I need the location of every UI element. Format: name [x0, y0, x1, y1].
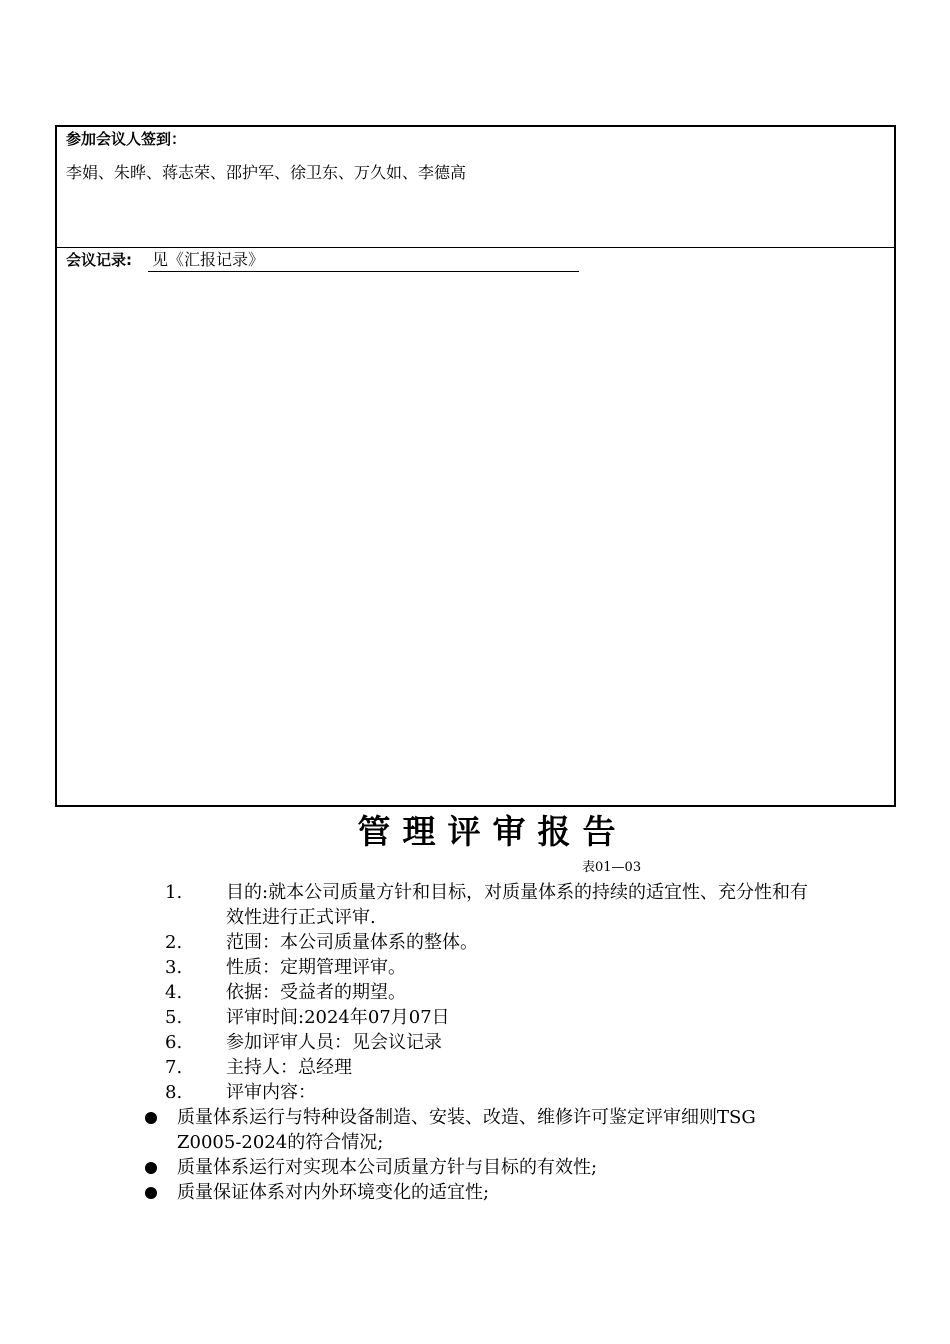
list-item [165, 1030, 815, 1055]
item-text: 主持人：总经理 [226, 1057, 352, 1078]
attendee-names: 李娟、朱晔、蒋志荣、邵护军、徐卫东、万久如、李德高 [66, 163, 467, 182]
list-item [145, 1105, 815, 1155]
bullet-text: 质量体系运行对实现本公司质量方针与目标的有效性; [177, 1157, 598, 1178]
item-number: 8. [165, 1082, 183, 1103]
item-text: 性质：定期管理评审。 [226, 957, 406, 978]
meeting-record-table [55, 125, 896, 807]
item-number: 4. [165, 982, 183, 1003]
list-item [165, 955, 815, 980]
bullet-dot-icon [145, 1112, 157, 1124]
report-item-list [165, 880, 815, 1105]
bullet-dot-icon [145, 1162, 157, 1174]
list-item [165, 1055, 815, 1080]
item-text: 评审时间:2024年07月07日 [226, 1007, 450, 1028]
list-item [165, 1005, 815, 1030]
item-number: 6. [165, 1032, 183, 1053]
list-item [145, 1180, 815, 1205]
item-number: 3. [165, 957, 183, 978]
item-number: 2. [165, 932, 183, 953]
attendee-signin-heading: 参加会议人签到： [66, 130, 187, 148]
item-number: 5. [165, 1007, 183, 1028]
item-text: 范围：本公司质量体系的整体。 [226, 932, 478, 953]
form-number: 表01—03 [582, 860, 642, 875]
bullet-dot-icon [145, 1187, 157, 1199]
meeting-minutes-field [148, 250, 579, 272]
item-text: 目的:就本公司质量方针和目标，对质量体系的持续的适宜性、充分性和有效性进行正式评审. [226, 882, 809, 928]
list-item [165, 980, 815, 1005]
meeting-minutes-value: 见《汇报记录》 [152, 250, 265, 269]
list-item [165, 880, 815, 930]
review-content-list [145, 1105, 815, 1205]
list-item [165, 930, 815, 955]
item-text: 参加评审人员：见会议记录 [226, 1032, 442, 1053]
attendee-signin-section [57, 127, 894, 248]
bullet-text: 质量保证体系对内外环境变化的适宜性; [177, 1182, 490, 1203]
meeting-minutes-section [57, 248, 894, 805]
report-title: 管理评审报告 [357, 812, 628, 851]
bullet-text: 质量体系运行与特种设备制造、安装、改造、维修许可鉴定评审细则TSG Z0005-2024的符合情况; [177, 1107, 756, 1153]
list-item [145, 1155, 815, 1180]
item-number: 7. [165, 1057, 183, 1078]
item-number: 1. [165, 882, 183, 903]
list-item [165, 1080, 815, 1105]
item-text: 评审内容： [226, 1082, 316, 1103]
item-text: 依据：受益者的期望。 [226, 982, 406, 1003]
meeting-minutes-heading: 会议记录: [66, 251, 132, 269]
